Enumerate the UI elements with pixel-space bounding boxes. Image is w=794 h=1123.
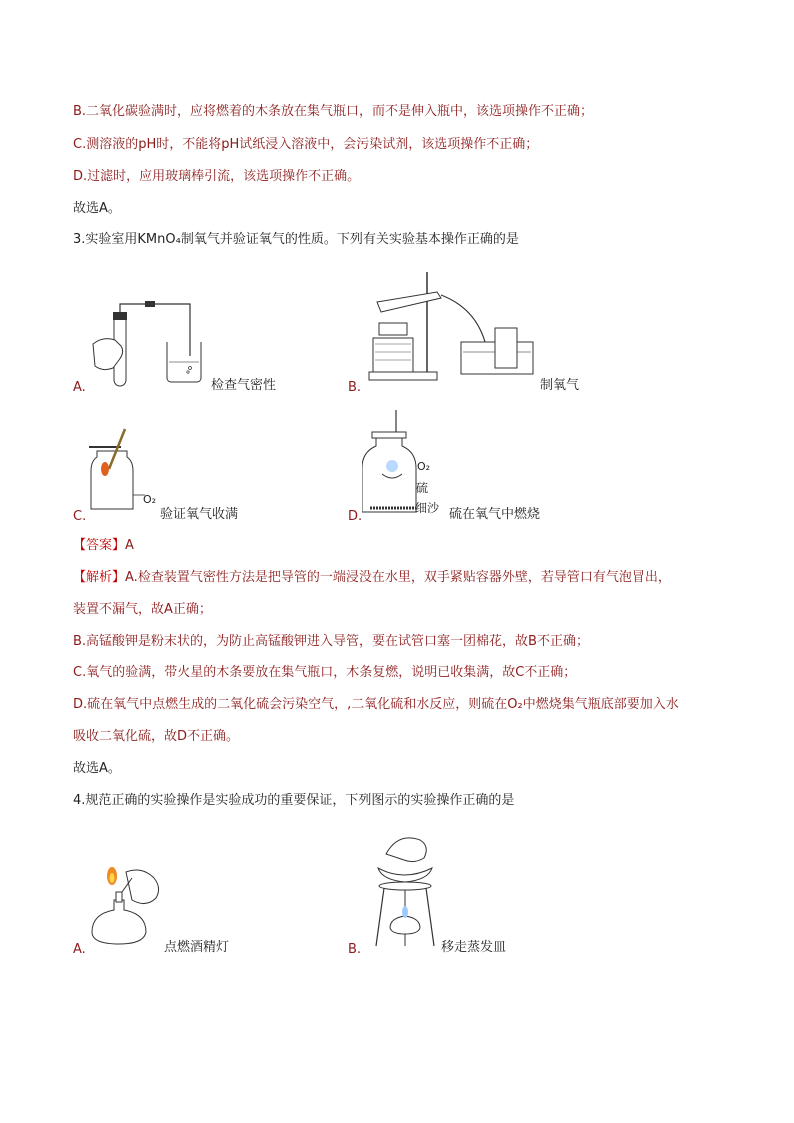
intro-line-c: C.测溶液的pH时，不能将pH试纸浸入溶液中，会污染试剂，该选项操作不正确； — [73, 137, 539, 152]
q3-option-c-letter: C. — [73, 509, 87, 524]
q4-option-a-letter: A. — [73, 942, 86, 957]
q3-option-a-caption: 检查气密性 — [211, 378, 277, 393]
q3-conclusion: 故选A。 — [73, 761, 121, 776]
q4-option-b-caption: 移走蒸发皿 — [441, 940, 507, 955]
q4-option-a-caption: 点燃酒精灯 — [164, 940, 230, 955]
q3-figure-c-gas-label: O₂ — [143, 493, 157, 506]
intro-line-b: B.二氧化碳验满时，应将燃着的木条放在集气瓶口，而不是伸入瓶中，该选项操作不正确； — [73, 104, 594, 119]
q3-analysis-line-2: 装置不漏气，故A正确； — [73, 602, 212, 617]
q3-figure-d-sulfur-label: 硫 — [416, 481, 429, 495]
q3-figure-d-sand-label: 细沙 — [415, 501, 440, 515]
q3-analysis-line-3: B.高锰酸钾是粉末状的，为防止高锰酸钾进入导管，要在试管口塞一团棉花，故B不正确； — [73, 634, 589, 649]
analysis-tag: 【解析】 — [73, 570, 126, 585]
q3-analysis-line-1 — [73, 569, 671, 587]
intro-conclusion: 故选A。 — [73, 201, 121, 216]
q3-option-d-letter: D. — [348, 509, 363, 524]
q4-figure-b — [370, 828, 440, 950]
q3-figure-b — [365, 268, 540, 383]
q3-stem: 3.实验室用KMnO₄制氧气并验证氧气的性质。下列有关实验基本操作正确的是 — [73, 232, 519, 247]
q3-figure-d-gas-label: O₂ — [417, 460, 431, 473]
q3-option-c-caption: 验证氧气收满 — [160, 507, 239, 522]
q3-option-b-caption: 制氧气 — [540, 378, 580, 393]
q3-figure-d — [362, 408, 422, 520]
q4-option-b-letter: B. — [348, 942, 362, 957]
q3-figure-a — [85, 292, 210, 387]
q4-stem: 4.规范正确的实验操作是实验成功的重要保证，下列图示的实验操作正确的是 — [73, 793, 515, 808]
answer-tag: 【答案】 — [73, 538, 126, 553]
intro-line-d: D.过滤时，应用玻璃棒引流，该选项操作不正确。 — [73, 169, 361, 184]
q3-option-b-letter: B. — [348, 380, 362, 395]
q3-analysis-line-5: D.硫在氧气中点燃生成的二氧化硫会污染空气，,二氧化硫和水反应，则硫在O₂中燃烧集气瓶底部要加入水 — [73, 697, 679, 712]
q3-answer — [73, 537, 134, 555]
q3-analysis-line-6: 吸收二氧化硫，故D不正确。 — [73, 729, 240, 744]
analysis-text-a: A.检查装置气密性方法是把导管的一端浸没在水里，双手紧贴容器外壁，若导管口有气泡冒出， — [125, 570, 671, 585]
q4-figure-a — [82, 862, 167, 952]
q3-analysis-line-4: C.氧气的验满，带火星的木条要放在集气瓶口，木条复燃，说明已收集满，故C不正确； — [73, 665, 577, 680]
q3-option-d-caption: 硫在氧气中燃烧 — [449, 507, 541, 522]
answer-value: A — [125, 538, 134, 553]
q3-option-a-letter: A. — [73, 380, 86, 395]
